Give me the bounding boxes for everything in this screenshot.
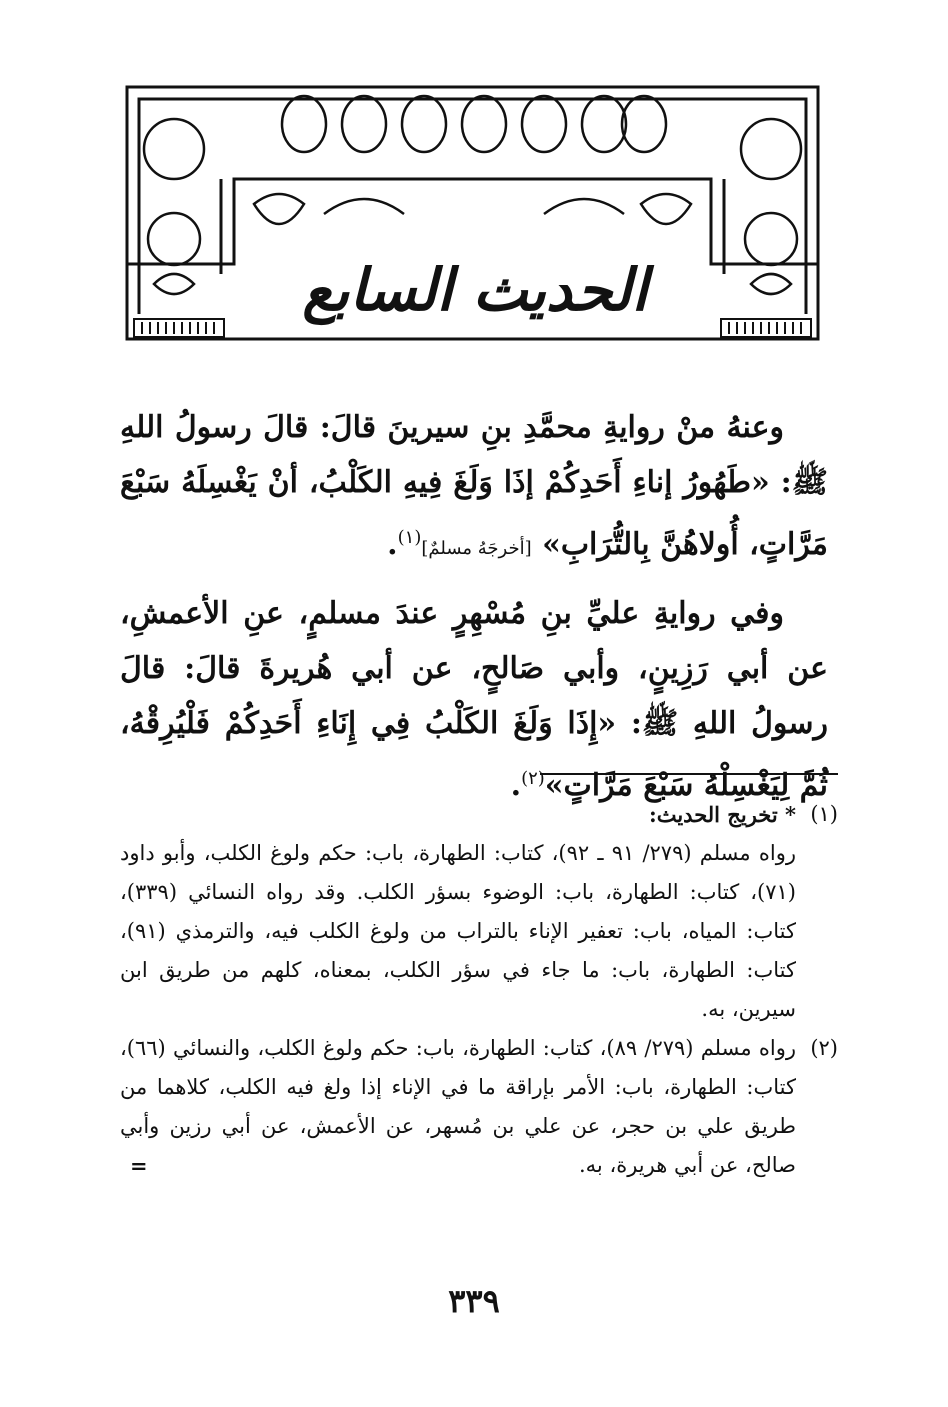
paragraph-1-text: وعنهُ منْ روايةِ محمَّدِ بنِ سيرينَ قالَ: قالَ رسولُ اللهِ ﷺ: «طَهُورُ إناءِ أَحَدِكُمْ إذَا وَلَغَ فِيهِ الكَلْبُ، أنْ يَغْسِلَهُ سَبْعَ مَرَّاتٍ، أُولاهُنَّ بِالتُّرَابِ» — [120, 410, 828, 562]
footnote-2-number: (٢) — [810, 1036, 838, 1060]
footnote-ref-2[interactable]: (٢) — [521, 768, 545, 789]
paragraph-1-citation: [أخرجَهُ مسلمٌ] — [421, 538, 532, 559]
hadith-body — [120, 400, 828, 823]
footnote-2-text: رواه مسلم (٢٧٩/ ٨٩)، كتاب: الطهارة، باب: حكم ولوغ الكلب، والنسائي (٦٦)، كتاب: الطهارة، باب: الأمر بإراقة ما في الإناء إذا ولغ فيه الكلب، كلاهما من طريق علي بن حجر، عن علي بن مُسهر، عن الأعمش، عن أبي رزين وأبي صالح، عن أبي هريرة، به. — [120, 1036, 796, 1177]
paragraph-2-text: وفي روايةِ عليِّ بنِ مُسْهِرٍ عندَ مسلمٍ، عنِ الأعمشِ، عن أبي رَزِينٍ، وأبي صَالحٍ، عن أبي هُريرةَ قالَ: قالَ رسولُ اللهِ ﷺ: «إِذَا وَلَغَ الكَلْبُ فِي إِنَاءِ أَحَدِكُمْ فَلْيُرِقْهُ، ثُمَّ لِيَغْسِلْهُ سَبْعَ مَرَّاتٍ» — [120, 596, 828, 803]
continuation-mark: = — [130, 1153, 148, 1178]
footnotes — [120, 795, 838, 1185]
footnote-1 — [120, 795, 838, 1029]
footnote-1-text: رواه مسلم (٢٧٩/ ٩١ ـ ٩٢)، كتاب: الطهارة، باب: حكم ولوغ الكلب، وأبو داود (٧١)، كتاب: الطهارة، باب: الوضوء بسؤر الكلب. وقد رواه النسائي (٣٣٩)، كتاب: المياه، باب: تعفير الإناء بالتراب من ولوغ الكلب فيه، والترمذي (٩١)، كتاب: الطهارة، باب: ما جاء في سؤر الكلب، بمعناه، كلهم من طريق ابن سيرين، به. — [120, 841, 796, 1021]
paragraph-2 — [120, 586, 828, 813]
footnote-1-title: * تخريج الحديث: — [648, 802, 796, 827]
paragraph-1 — [120, 400, 828, 576]
chapter-heading: الحديث السابع — [302, 256, 648, 324]
page-number: ٣٣٩ — [448, 1282, 500, 1320]
footnote-separator — [540, 773, 838, 775]
footnote-2 — [120, 1029, 838, 1185]
footnote-ref-1[interactable]: (١) — [397, 527, 422, 548]
footnote-1-number: (١) — [810, 802, 838, 826]
paragraph-2-end: . — [510, 768, 522, 803]
paragraph-1-end: . — [387, 527, 398, 562]
